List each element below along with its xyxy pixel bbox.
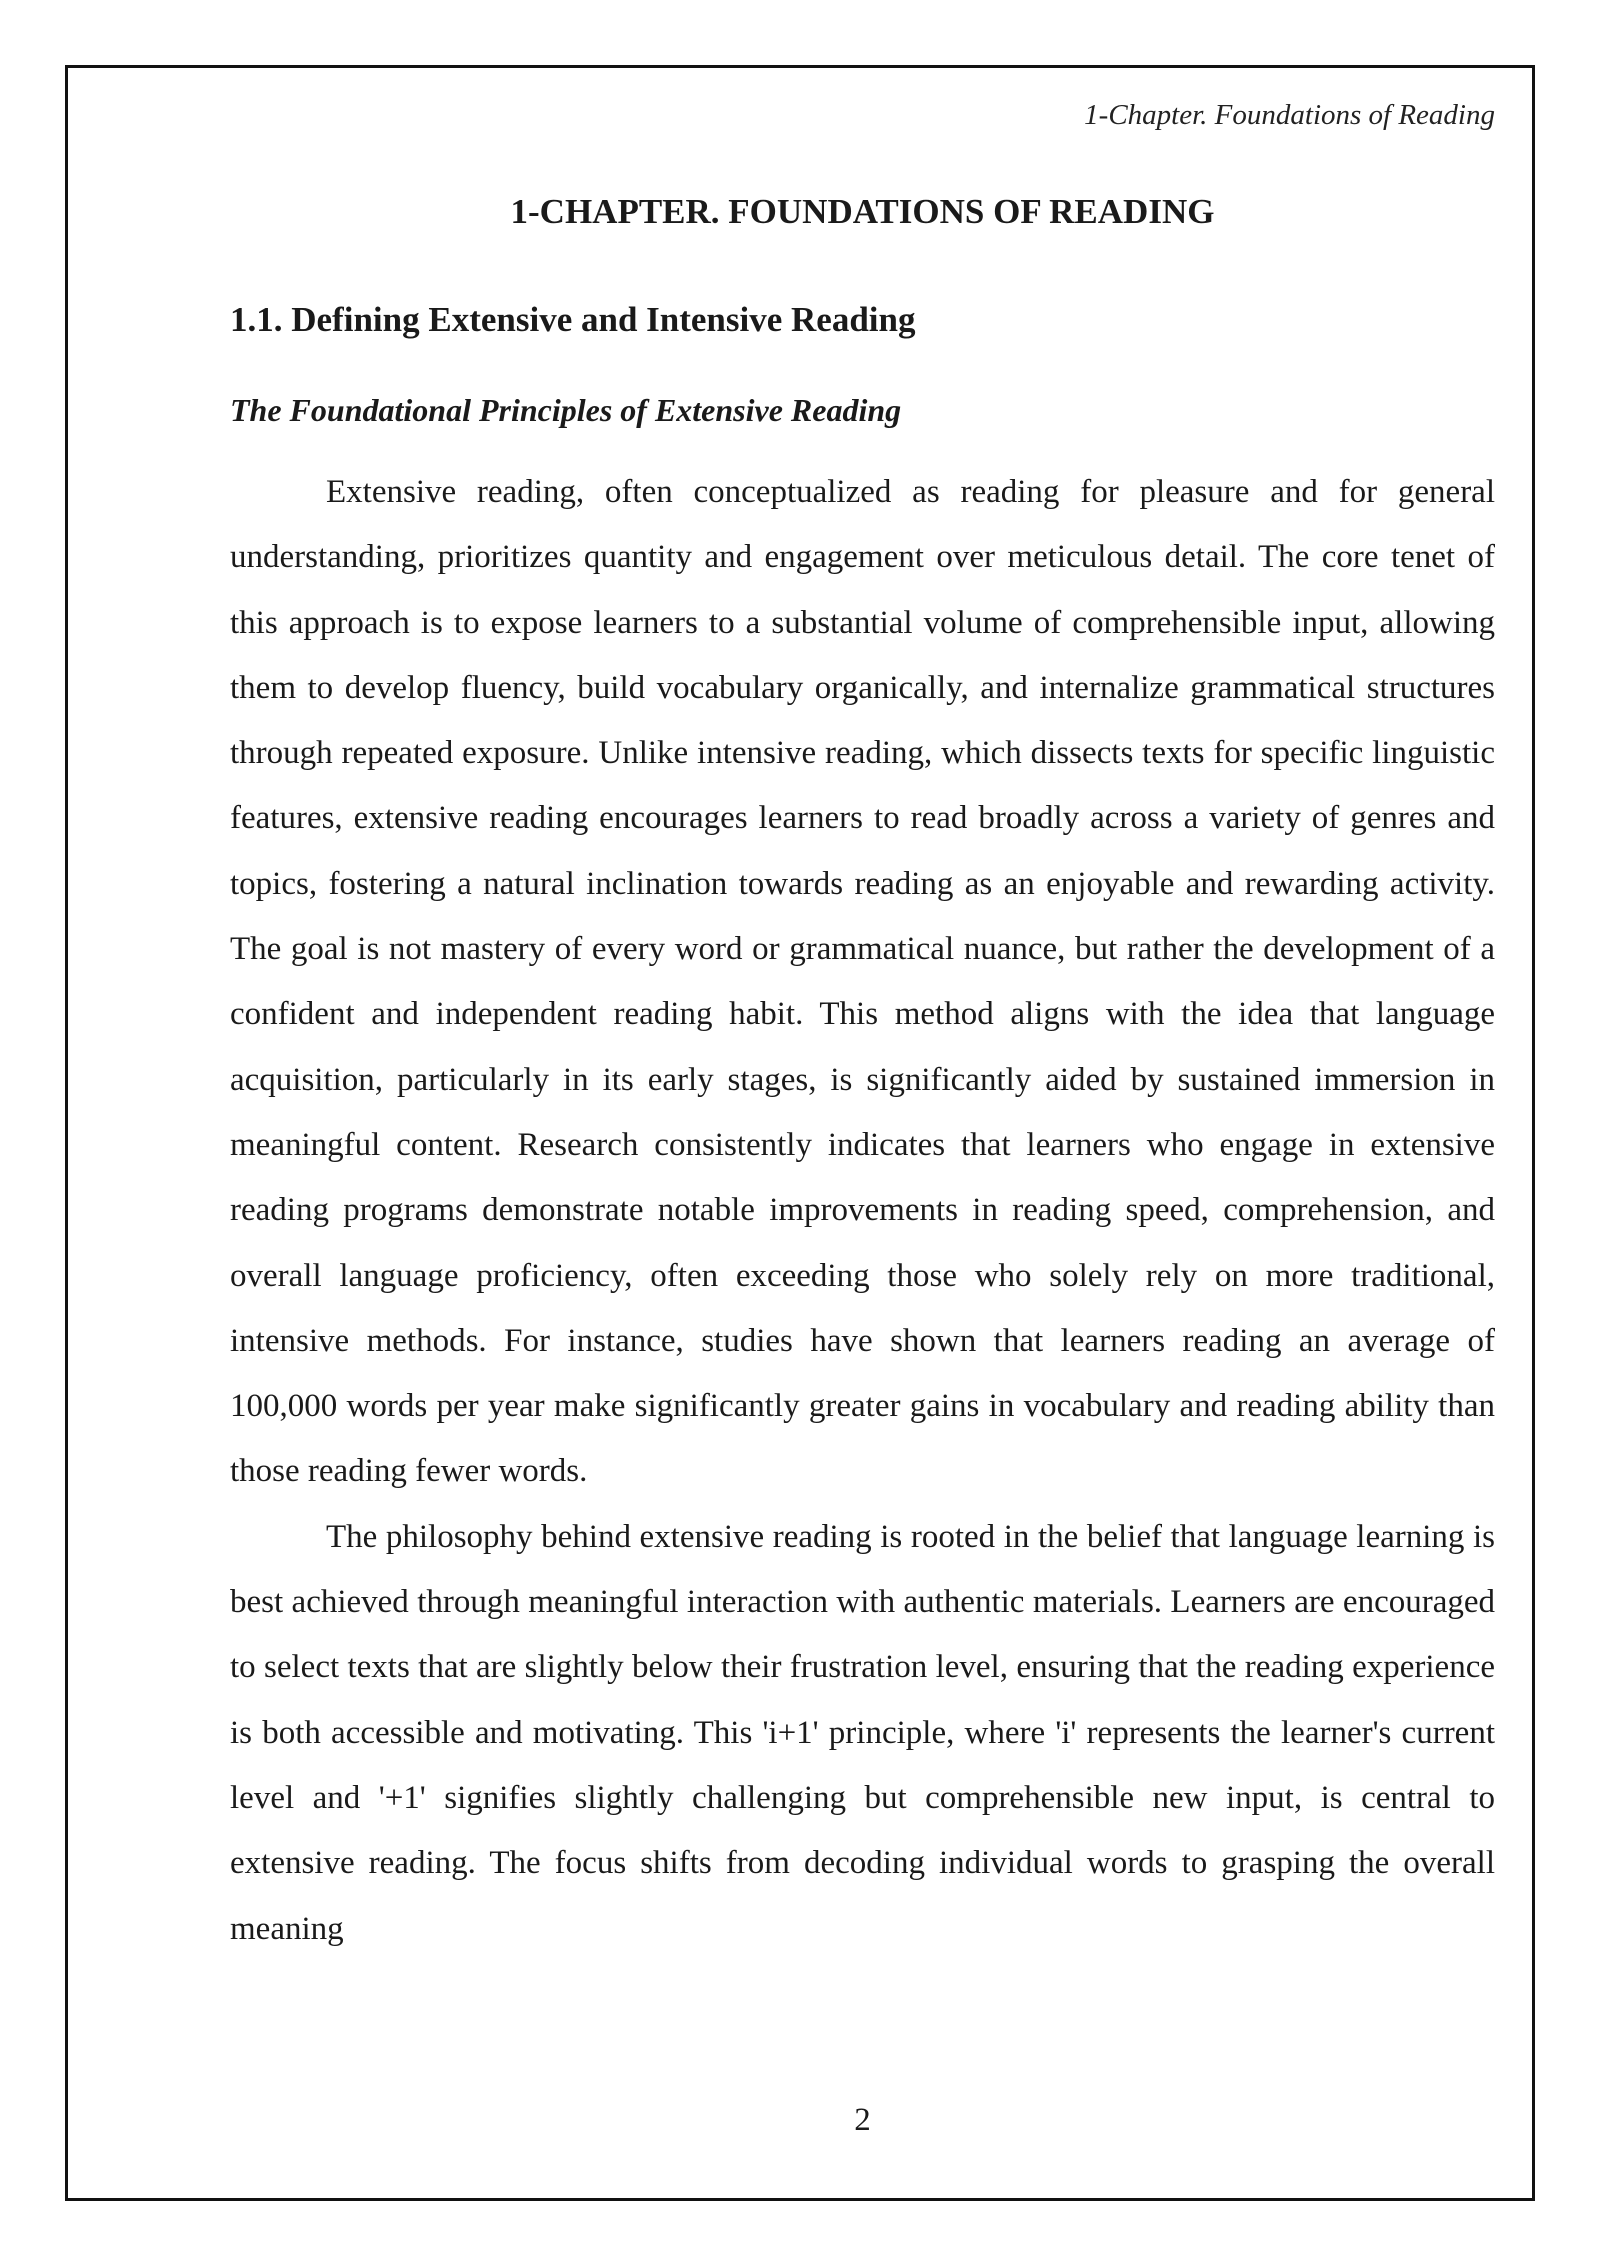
running-header: 1-Chapter. Foundations of Reading <box>1084 99 1495 131</box>
paragraph-2: The philosophy behind extensive reading is rooted in the belief that language learning is best achieved through meaningful interaction with authentic materials. Learners are encouraged to select texts that are slightly below their frustration level, ensuring that the reading experience is both accessible and motivating. This 'i+1' principle, where 'i' represents the learner's current level and '+1' signifies slightly challenging but comprehensible new input, is central to extensive reading. The focus shifts from decoding individual words to grasping the overall meaning <box>230 1518 1495 1947</box>
chapter-title: 1-CHAPTER. FOUNDATIONS OF READING <box>510 192 1215 231</box>
paragraph-1: Extensive reading, often conceptualized as reading for pleasure and for general understanding, prioritizes quantity and engagement over meticulous detail. The core tenet of this approach is to expose learners to a substantial volume of comprehensible input, allowing them to develop fluency, build vocabulary organically, and internalize grammatical structures through repeated exposure. Unlike intensive reading, which dissects texts for specific linguistic features, extensive reading encourages learners to read broadly across a variety of genres and topics, fostering a natural inclination towards reading as an enjoyable and rewarding activity. The goal is not mastery of every word or grammatical nuance, but rather the development of a confident and independent reading habit. This method aligns with the idea that language acquisition, particularly in its early stages, is significantly aided by sustained immersion in meaningful content. Research consistently indicates that learners who engage in extensive reading programs demonstrate notable improvements in reading speed, comprehension, and overall language proficiency, often exceeding those who solely rely on more traditional, intensive methods. For instance, studies have shown that learners reading an average of 100,000 words per year make significantly greater gains in vocabulary and reading ability than those reading fewer words. <box>230 474 1495 1490</box>
subsection-heading: The Foundational Principles of Extensive Reading <box>230 392 902 428</box>
body-text <box>230 460 1495 1962</box>
page-number: 2 <box>854 2102 871 2138</box>
section-heading: 1.1. Defining Extensive and Intensive Reading <box>230 300 916 339</box>
